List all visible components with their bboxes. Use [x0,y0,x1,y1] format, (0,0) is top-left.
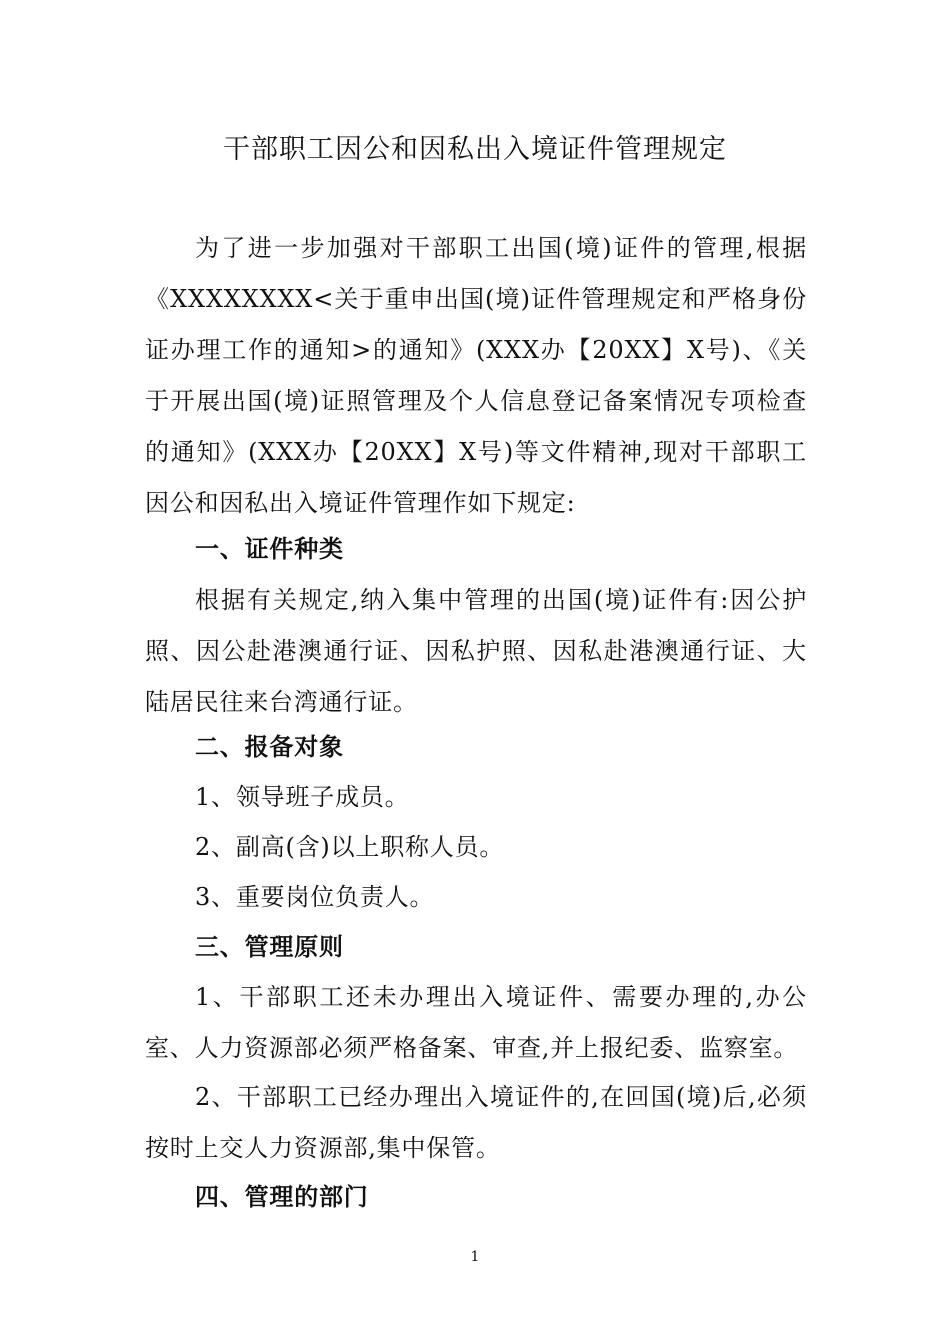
section-1-body: 根据有关规定,纳入集中管理的出国(境)证件有:因公护照、因公赴港澳通行证、因私护照、因私赴港澳通行证、大陆居民往来台湾通行证。 [145,586,807,716]
section-3-paragraph-1: 1、干部职工还未办理出入境证件、需要办理的,办公室、人力资源部必须严格备案、审查,并上报纪委、监察室。 [145,983,807,1062]
list-item: 1、领导班子成员。 [195,783,410,811]
document-title: 干部职工因公和因私出入境证件管理规定 [223,134,727,165]
section-3-paragraph-2: 2、干部职工已经办理出入境证件的,在回国(境)后,必须按时上交人力资源部,集中保管。 [145,1083,807,1162]
section-heading-2: 二、报备对象 [195,733,344,761]
list-item: 2、副高(含)以上职称人员。 [195,833,505,861]
page-number: 1 [470,1249,480,1265]
intro-paragraph: 为了进一步加强对干部职工出国(境)证件的管理,根据《XXXXXXXX<关于重申出国(境)证件管理规定和严格身份证办理工作的通知>的通知》(XXX办【20XX】X号)、《关于开展出国(境)证照管理及个人信息登记备案情况专项检查的通知》(XXX办【20XX】X号)等文件精神,现对干部职工因公和因私出入境证件管理作如下规定: [145,234,807,517]
list-item: 3、重要岗位负责人。 [195,883,435,911]
section-heading-1: 一、证件种类 [195,535,344,563]
section-heading-3: 三、管理原则 [195,933,344,961]
section-heading-4: 四、管理的部门 [195,1183,369,1211]
